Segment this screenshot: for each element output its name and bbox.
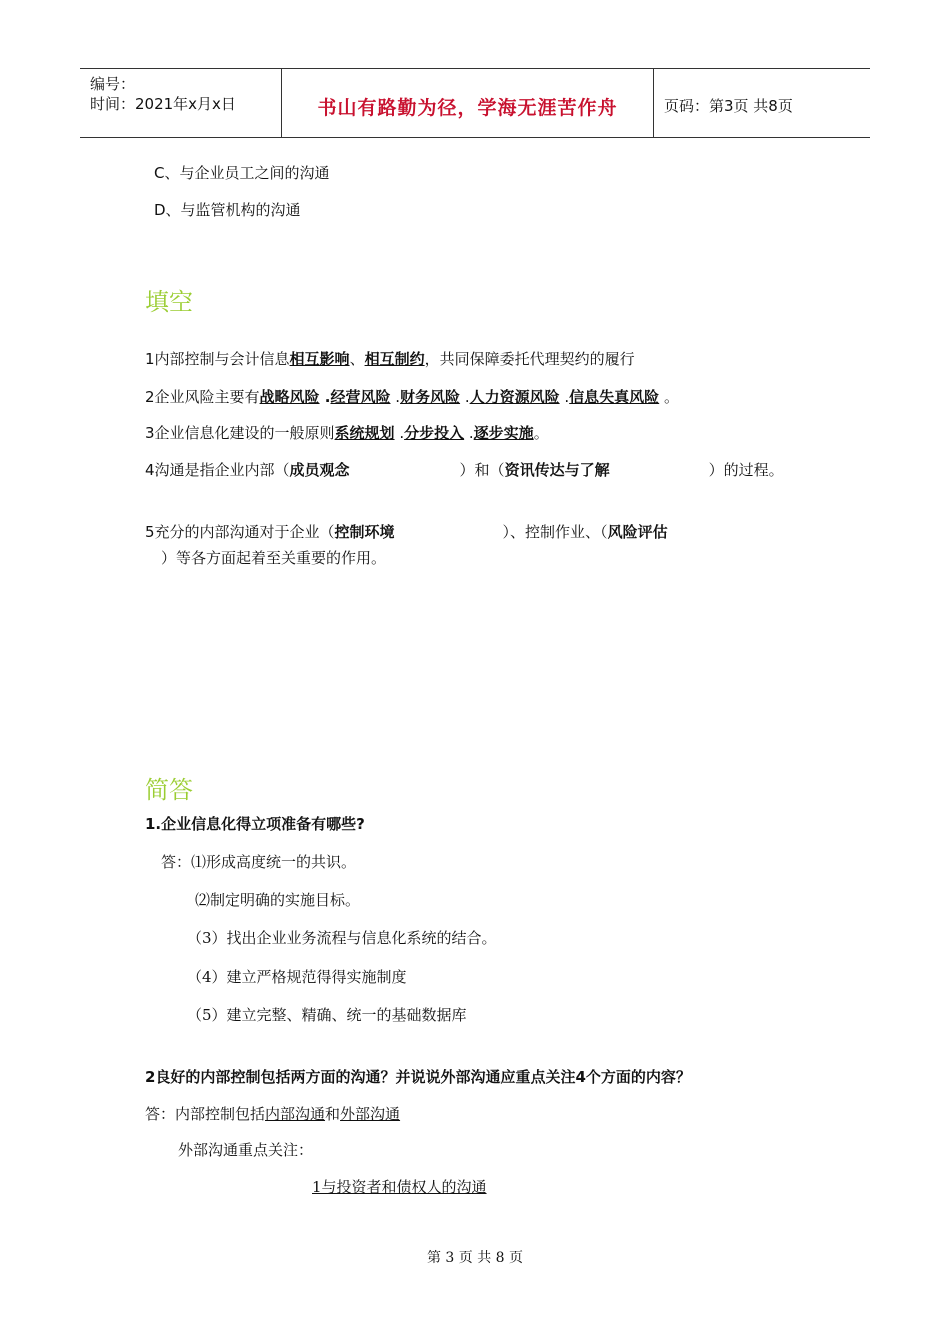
q1-post: ，共同保障委托代理契约的履行 [424, 350, 635, 368]
answer-2-line [145, 1103, 400, 1124]
answer-1-item-4: （4）建立严格规范得得实施制度 [187, 968, 407, 986]
option-d: D、与监管机构的沟通 [154, 201, 301, 219]
q1-text: 1内部控制与会计信息 [145, 350, 290, 368]
short-question-2: 2良好的内部控制包括两方面的沟通？并说说外部沟通应重点关注4个方面的内容？ [145, 1068, 691, 1086]
page-header [80, 68, 870, 138]
q3-answer-2: 分步投入 [404, 424, 465, 442]
q3-text: 3企业信息化建设的一般原则 [145, 424, 335, 442]
fill-question-4 [145, 459, 784, 480]
q4-answer-1: 成员观念 [289, 461, 350, 479]
q2-sep-2: . [390, 388, 401, 406]
q4-text: 4沟通是指企业内部（ [145, 461, 290, 479]
fill-question-2 [145, 386, 679, 407]
q2-answer-4: 人力资源风险 [469, 388, 560, 406]
q2-sep-1: . [319, 388, 331, 406]
q2-post: 。 [659, 388, 679, 406]
q2-sep-4: . [559, 388, 570, 406]
q2-answer-5: 信息失真风险 [569, 388, 660, 406]
answer-2-and: 和 [325, 1105, 341, 1123]
header-right-cell [654, 69, 870, 137]
q3-post: 。 [533, 424, 549, 442]
q4-mid: ）和（ [459, 461, 505, 479]
answer-2-external: 外部沟通 [340, 1105, 401, 1123]
motto: 书山有路勤为径，学海无涯苦作舟 [317, 97, 618, 119]
q4-post: ）的过程。 [708, 461, 784, 479]
q5-text: 5充分的内部沟通对于企业（ [145, 523, 335, 541]
short-answer-heading: 简答 [145, 776, 193, 804]
answer-1-item-1: 答：⑴形成高度统一的共识。 [161, 853, 357, 871]
page-info: 页码：第3页 共8页 [664, 97, 793, 115]
q2-sep-3: . [460, 388, 470, 406]
fill-question-3 [145, 422, 549, 443]
q2-answer-3: 财务风险 [400, 388, 461, 406]
q5-mid: ）、控制作业、（ [502, 523, 608, 541]
answer-1-item-5: （5）建立完整、精确、统一的基础数据库 [187, 1006, 467, 1024]
fill-heading: 填空 [145, 288, 193, 316]
q3-answer-3: 逐步实施 [473, 424, 534, 442]
answer-1-item-3: （3）找出企业业务流程与信息化系统的结合。 [187, 929, 497, 947]
q3-answer-1: 系统规划 [334, 424, 395, 442]
time-label: 时间：2021年x月x日 [90, 95, 236, 113]
q1-answer-2: 相互制约 [364, 350, 425, 368]
header-middle-cell [282, 69, 654, 137]
q3-sep-1: . [394, 424, 405, 442]
q4-answer-2: 资讯传达与了解 [504, 461, 610, 479]
option-c: C、与企业员工之间的沟通 [154, 164, 330, 182]
external-focus-item-1: 1与投资者和债权人的沟通 [312, 1178, 487, 1196]
q1-answer-1: 相互影响 [289, 350, 350, 368]
q3-sep-2: . [464, 424, 474, 442]
q2-text: 2企业风险主要有 [145, 388, 260, 406]
answer-2-internal: 内部沟通 [265, 1105, 326, 1123]
q2-answer-1: 战略风险 [259, 388, 320, 406]
q2-answer-2: 经营风险 [330, 388, 391, 406]
number-label: 编号： [90, 75, 136, 93]
answer-1-item-2: ⑵制定明确的实施目标。 [195, 891, 361, 909]
q5-answer-2: 风险评估 [607, 523, 668, 541]
q5-continuation: ）等各方面起着至关重要的作用。 [161, 549, 387, 567]
fill-question-5 [145, 521, 668, 542]
q5-answer-1: 控制环境 [334, 523, 395, 541]
fill-question-1 [145, 348, 635, 369]
external-focus-label: 外部沟通重点关注： [178, 1141, 314, 1159]
header-left-cell [80, 69, 282, 137]
short-question-1: 1.企业信息化得立项准备有哪些? [145, 815, 365, 833]
q1-sep: 、 [349, 350, 365, 368]
page-footer: 第 3 页 共 8 页 [426, 1250, 524, 1266]
answer-2-text: 答：内部控制包括 [145, 1105, 266, 1123]
